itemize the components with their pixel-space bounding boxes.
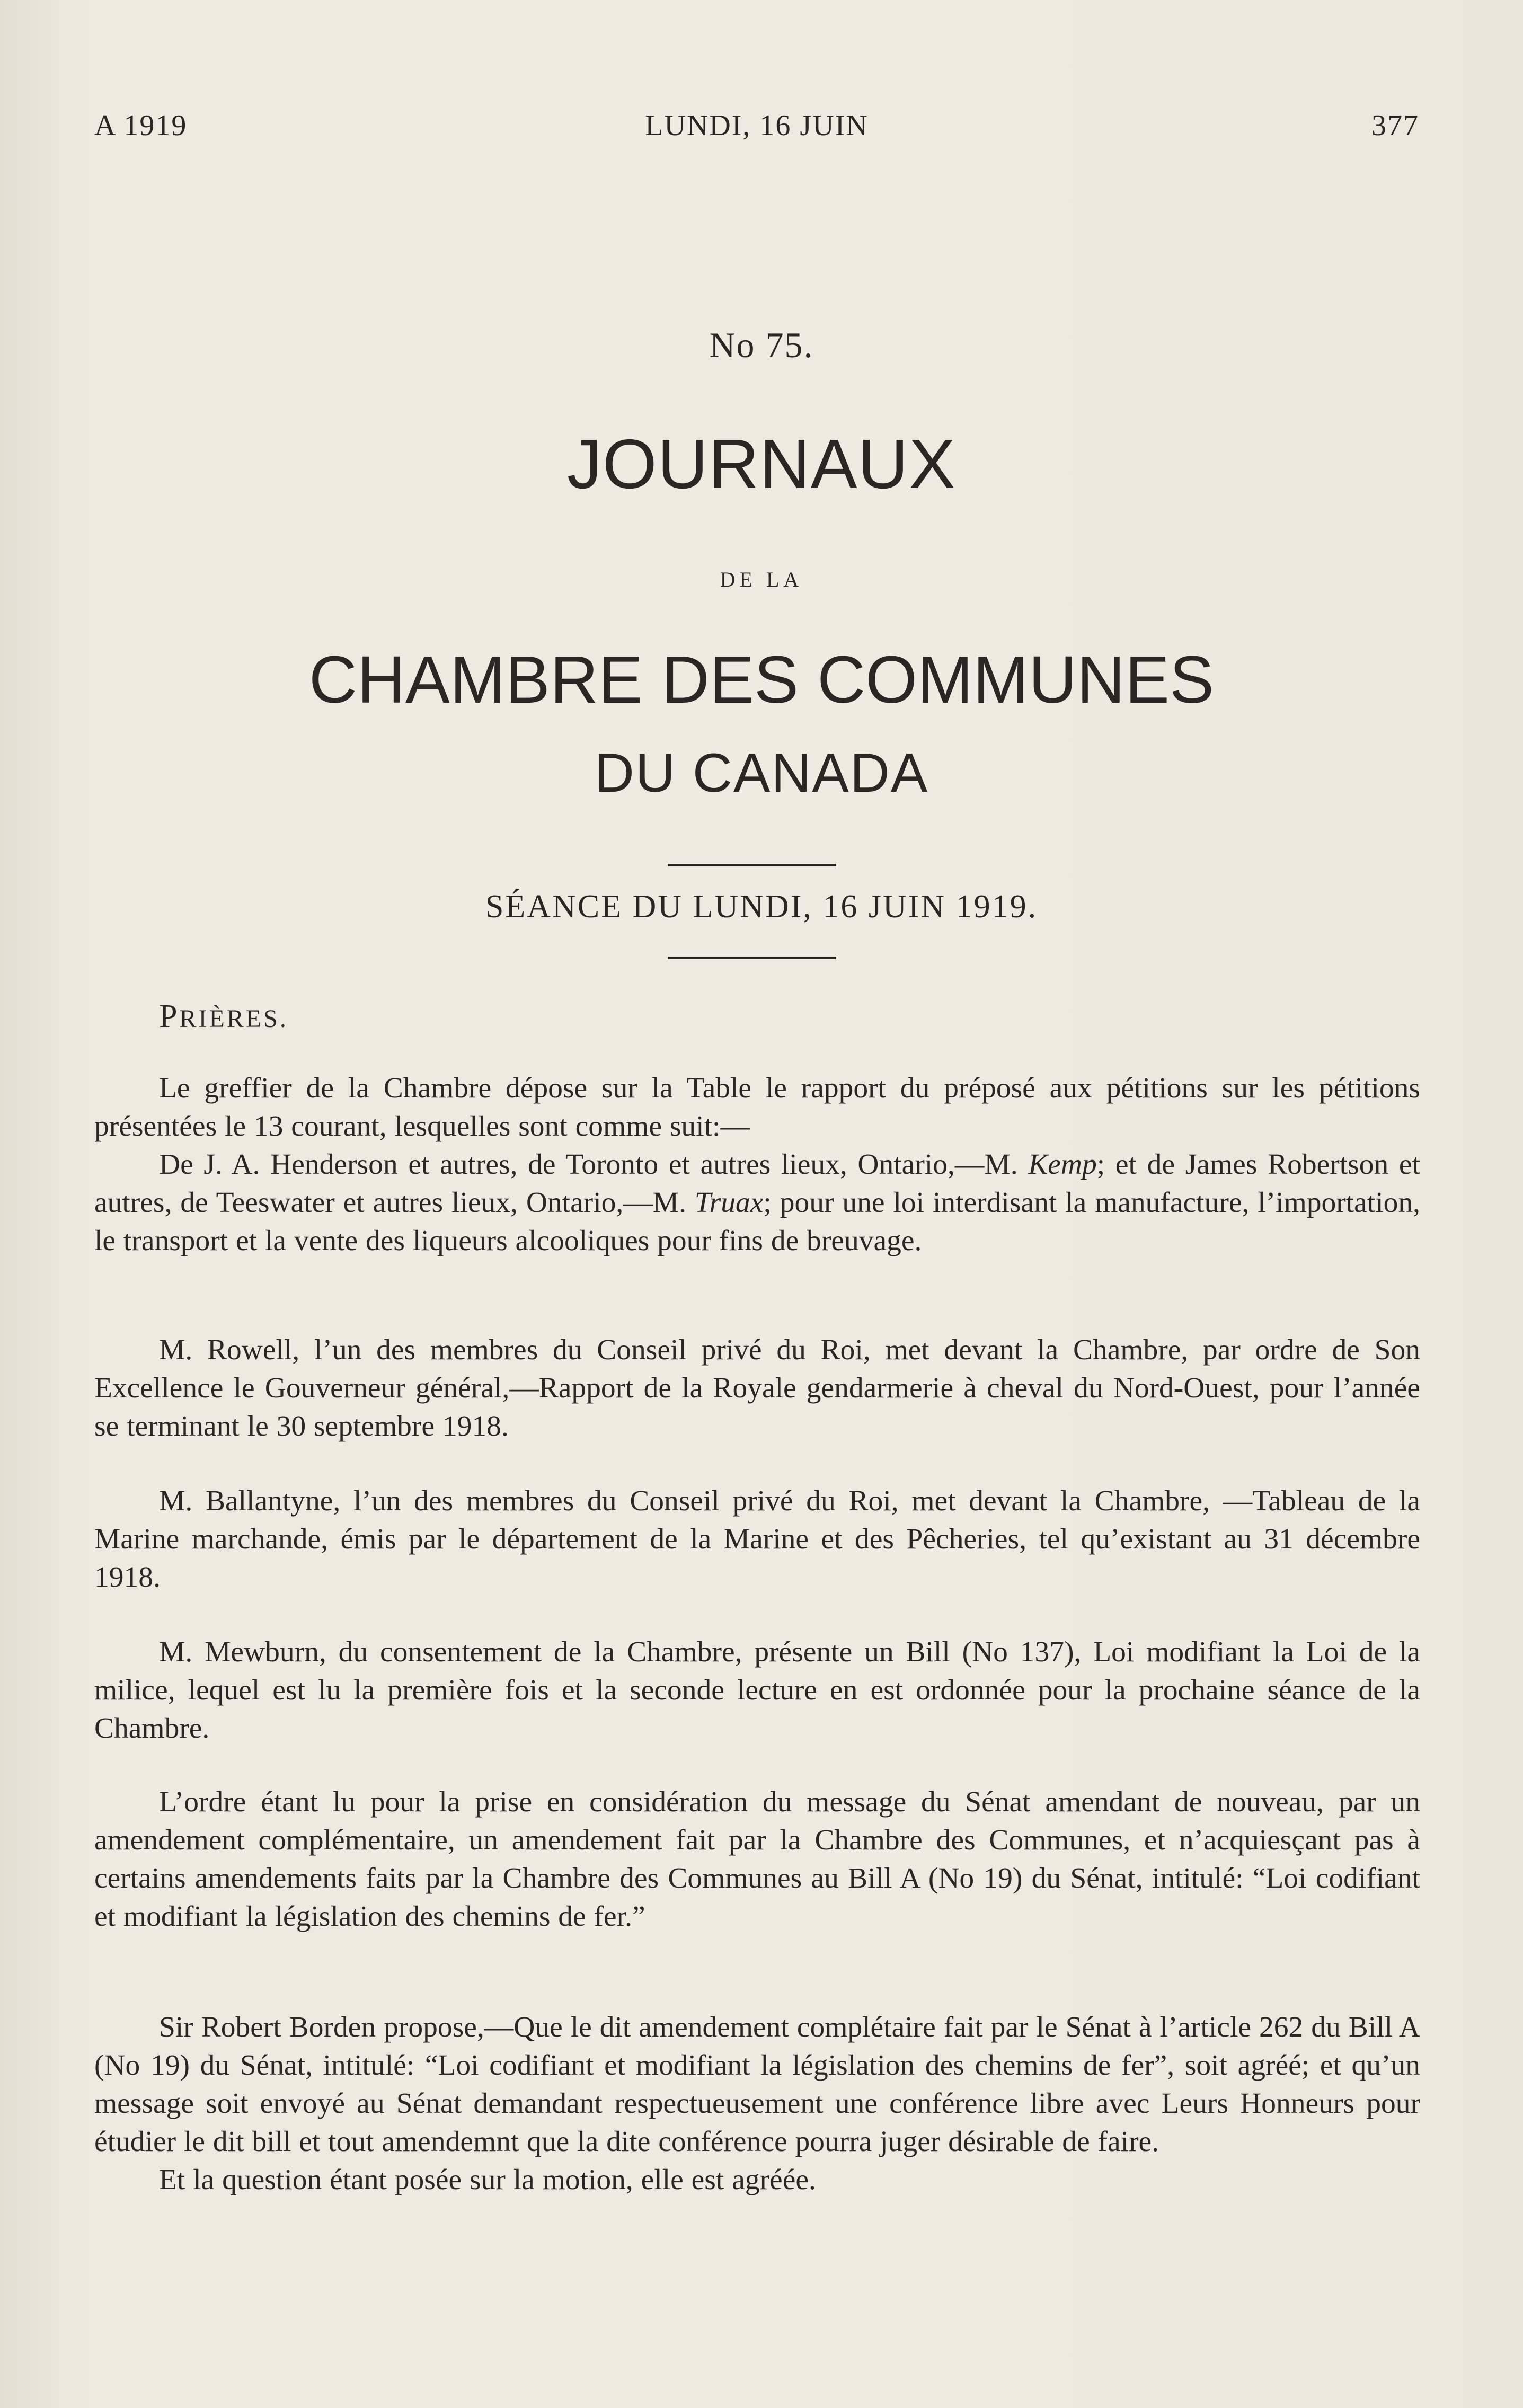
session-heading: SÉANCE DU LUNDI, 16 JUIN 1919.	[485, 889, 1038, 925]
petition-text-2: ; et de James Robertson et autres, de Teeswater et autres lieux, Ontario,—M.	[94, 1148, 1420, 1219]
header-year: A 1919	[94, 109, 188, 142]
page-number: 377	[1371, 109, 1419, 142]
paragraph-senate-order: L’ordre étant lu pour la prise en considération du message du Sénat amendant de nouveau, par un amendement complémentaire, un amendement fait par la Chambre des Communes, et n’acquiesçant pas à certains amendements faits par la Chambre des Communes au Bill A (No 19) du Sénat, intitulé: “Loi codifiant et modifiant la législation des chemins de fer.”	[94, 1786, 1420, 1933]
mewburn-section	[94, 1633, 1420, 1748]
running-header	[94, 109, 1419, 151]
issue-number: No 75.	[709, 325, 814, 365]
header-date: LUNDI, 16 JUIN	[645, 109, 869, 142]
petition-text-1: De J. A. Henderson et autres, de Toronto et autres lieux, Ontario,—M.	[159, 1148, 1029, 1181]
paragraph-ballantyne: M. Ballantyne, l’un des membres du Conseil privé du Roi, met devant la Chambre, —Tableau de la Marine marchande, émis par le département de la Marine et des Pêcheries, tel qu’existant au 31 décembre 1918.	[94, 1485, 1420, 1593]
senate-order-section	[94, 1783, 1420, 1936]
ballantyne-section	[94, 1482, 1420, 1597]
member-truax: Truax	[694, 1187, 764, 1219]
prayers-heading	[159, 998, 288, 1035]
title-de-la: DE LA	[720, 568, 803, 591]
paragraph-petitions-report: Le greffier de la Chambre dépose sur la Table le rapport du préposé aux pétitions sur les pétitions présentées le 13 courant, lesquelles sont comme suit:—	[94, 1072, 1420, 1143]
prayers-initial: P	[159, 998, 180, 1034]
borden-section	[94, 2008, 1420, 2199]
petitions-section	[94, 1069, 1420, 1260]
paragraph-borden-motion: Sir Robert Borden propose,—Que le dit amendement complétaire fait par le Sénat à l’article 262 du Bill A (No 19) du Sénat, intitulé: “Loi codifiant et modifiant la législation des chemins de fer”, soit agréé; et qu’un message soit envoyé au Sénat demandant respectueusement une conférence libre avec Leurs Honneurs pour étudier le dit bill et tout amendemnt que la dite conférence pourra juger désirable de faire.	[94, 2011, 1420, 2158]
divider-top	[668, 864, 836, 866]
title-canada: DU CANADA	[594, 742, 929, 804]
member-kemp: Kemp	[1028, 1148, 1097, 1181]
title-journaux: JOURNAUX	[566, 425, 957, 503]
paragraph-motion-agreed: Et la question étant posée sur la motion, elle est agréée.	[159, 2164, 816, 2196]
title-chambre: CHAMBRE DES COMMUNES	[308, 642, 1215, 717]
paragraph-rowell: M. Rowell, l’un des membres du Conseil privé du Roi, met devant la Chambre, par ordre de Son Excellence le Gouverneur général,—Rapport de la Royale gendarmerie à cheval du Nord-Ouest, pour l’année se terminant le 30 septembre 1918.	[94, 1334, 1420, 1442]
paragraph-mewburn: M. Mewburn, du consentement de la Chambre, présente un Bill (No 137), Loi modifiant la Loi de la milice, lequel est lu la première fois et la seconde lecture en est ordonnée pour la prochaine séance de la Chambre.	[94, 1636, 1420, 1745]
prayers-rest: RIÈRES.	[179, 1005, 288, 1033]
divider-bottom	[668, 957, 836, 959]
paragraph-petitions-list	[94, 1146, 1420, 1260]
rowell-section	[94, 1331, 1420, 1446]
petition-text-3: ; pour une loi interdisant la manufacture, l’importation, le transport et la vente des liqueurs alcooliques pour fins de breuvage.	[94, 1187, 1420, 1257]
